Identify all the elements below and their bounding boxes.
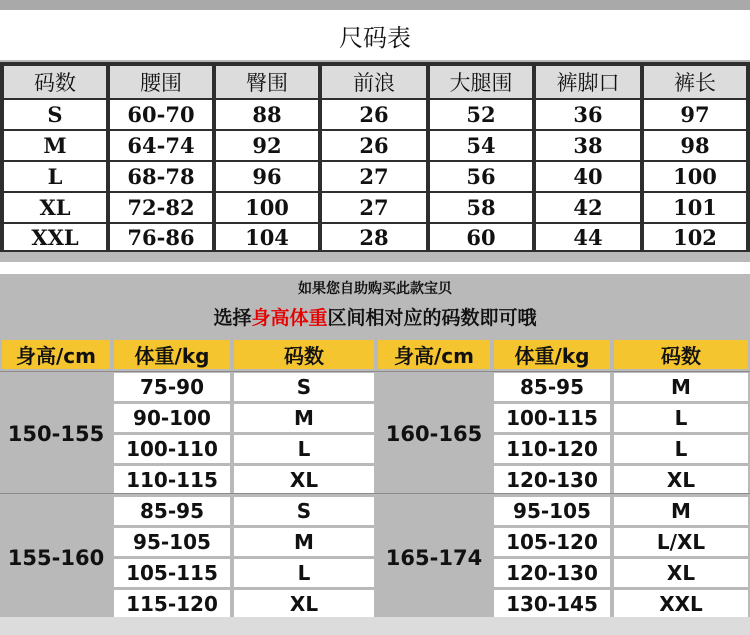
size-chart-title: 尺码表 [0, 10, 750, 60]
size-code-cell: XL [234, 466, 374, 494]
size-header-cell: 臀围 [216, 66, 318, 98]
top-bar [0, 0, 750, 10]
recommend-header-cell: 体重/kg [114, 340, 230, 369]
size-header-cell: 裤脚口 [536, 66, 640, 98]
size-chart-table [0, 62, 750, 252]
size-code-cell: M [234, 528, 374, 556]
weight-range-cell: 85-95 [494, 373, 610, 401]
size-data-cell: 58 [430, 193, 532, 222]
size-data-cell: 28 [322, 224, 426, 250]
size-data-cell: 60 [430, 224, 532, 250]
size-data-cell: 42 [536, 193, 640, 222]
size-data-cell: 102 [644, 224, 746, 250]
size-header-cell: 裤长 [644, 66, 746, 98]
size-code-cell: M [234, 404, 374, 432]
size-data-cell: 88 [216, 100, 318, 129]
size-data-cell: 54 [430, 131, 532, 160]
divider-band [0, 262, 750, 274]
size-data-cell: 26 [322, 100, 426, 129]
size-header-cell: 前浪 [322, 66, 426, 98]
instruction-highlight: 身高体重 [251, 307, 328, 329]
selection-instruction [0, 303, 750, 330]
size-data-cell: 44 [536, 224, 640, 250]
instruction-prefix: 选择 [213, 307, 252, 329]
recommend-header-cell: 码数 [614, 340, 748, 369]
size-data-cell: XL [4, 193, 106, 222]
weight-range-cell: 100-115 [494, 404, 610, 432]
size-data-cell: 98 [644, 131, 746, 160]
size-data-cell: 72-82 [110, 193, 212, 222]
weight-range-cell: 110-115 [114, 466, 230, 494]
size-data-cell: S [4, 100, 106, 129]
weight-range-cell: 115-120 [114, 590, 230, 618]
size-data-cell: 64-74 [110, 131, 212, 160]
height-range-cell: 160-165 [378, 373, 490, 494]
weight-range-cell: 120-130 [494, 559, 610, 587]
row-separator [0, 371, 750, 372]
size-code-cell: XXL [614, 590, 748, 618]
weight-range-cell: 110-120 [494, 435, 610, 463]
bottom-band [0, 617, 750, 635]
size-code-cell: L [234, 559, 374, 587]
recommend-header-cell: 身高/cm [378, 340, 490, 369]
weight-range-cell: 90-100 [114, 404, 230, 432]
height-range-cell: 155-160 [2, 497, 110, 618]
size-code-cell: XL [234, 590, 374, 618]
size-code-cell: S [234, 373, 374, 401]
size-data-cell: 27 [322, 193, 426, 222]
recommend-header-cell: 体重/kg [494, 340, 610, 369]
size-data-cell: 26 [322, 131, 426, 160]
weight-range-cell: 105-120 [494, 528, 610, 556]
size-code-cell: M [614, 497, 748, 525]
height-weight-table [0, 340, 750, 615]
size-header-cell: 大腿围 [430, 66, 532, 98]
purchase-note: 如果您自助购买此款宝贝 [298, 281, 452, 297]
size-data-cell: 56 [430, 162, 532, 191]
size-data-cell: M [4, 131, 106, 160]
size-data-cell: 38 [536, 131, 640, 160]
size-code-cell: M [614, 373, 748, 401]
size-data-cell: XXL [4, 224, 106, 250]
height-range-cell: 150-155 [2, 373, 110, 494]
weight-range-cell: 95-105 [114, 528, 230, 556]
instruction-suffix: 区间相对应的码数即可哦 [327, 307, 537, 329]
size-code-cell: L/XL [614, 528, 748, 556]
size-data-cell: 40 [536, 162, 640, 191]
recommend-header-cell: 身高/cm [2, 340, 110, 369]
weight-range-cell: 130-145 [494, 590, 610, 618]
size-header-cell: 码数 [4, 66, 106, 98]
size-data-cell: 92 [216, 131, 318, 160]
height-range-cell: 165-174 [378, 497, 490, 618]
size-code-cell: XL [614, 466, 748, 494]
size-code-cell: XL [614, 559, 748, 587]
size-data-cell: 60-70 [110, 100, 212, 129]
size-data-cell: L [4, 162, 106, 191]
size-data-cell: 52 [430, 100, 532, 129]
size-data-cell: 76-86 [110, 224, 212, 250]
size-data-cell: 104 [216, 224, 318, 250]
recommend-header-cell: 码数 [234, 340, 374, 369]
size-data-cell: 100 [644, 162, 746, 191]
size-header-cell: 腰围 [110, 66, 212, 98]
weight-range-cell: 75-90 [114, 373, 230, 401]
size-code-cell: L [614, 435, 748, 463]
size-data-cell: 101 [644, 193, 746, 222]
size-data-cell: 68-78 [110, 162, 212, 191]
size-data-cell: 27 [322, 162, 426, 191]
weight-range-cell: 85-95 [114, 497, 230, 525]
size-data-cell: 36 [536, 100, 640, 129]
size-data-cell: 96 [216, 162, 318, 191]
weight-range-cell: 100-110 [114, 435, 230, 463]
size-code-cell: L [234, 435, 374, 463]
weight-range-cell: 95-105 [494, 497, 610, 525]
size-code-cell: L [614, 404, 748, 432]
size-data-cell: 97 [644, 100, 746, 129]
size-data-cell: 100 [216, 193, 318, 222]
weight-range-cell: 120-130 [494, 466, 610, 494]
row-separator [0, 493, 750, 494]
weight-range-cell: 105-115 [114, 559, 230, 587]
size-code-cell: S [234, 497, 374, 525]
